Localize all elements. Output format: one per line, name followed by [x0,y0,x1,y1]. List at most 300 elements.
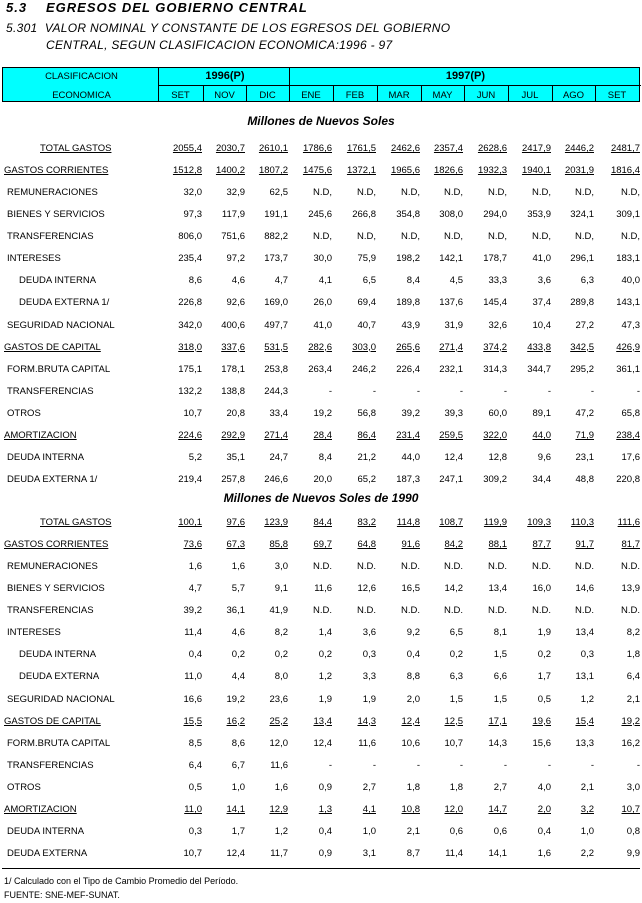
table-cell: 0,2 [318,649,332,661]
table-cell: N.D. [532,605,551,617]
table-row [0,514,642,532]
table-cell: 6,4 [626,671,640,683]
table-cell: 1,3 [318,803,332,815]
table-cell: 3,1 [362,848,376,860]
table-cell: 27,2 [575,319,594,331]
table-row [0,184,642,202]
table-row [0,801,642,819]
header-month: SET [171,90,190,101]
header-year-1996: 1996(P) [205,70,245,82]
table-cell: 2,7 [362,781,376,793]
table-cell: 8,7 [406,848,420,860]
table-cell: 220,8 [616,474,640,486]
table-cell: 1,2 [580,693,594,705]
table-row [0,206,642,224]
table-cell: 17,6 [621,451,640,463]
header-month: MAR [388,90,410,101]
table-cell: 259,5 [439,429,463,441]
row-label: TOTAL GASTOS [40,143,112,154]
header-month: NOV [214,90,235,101]
table-cell: 3,6 [537,275,551,287]
table-cell: 531,5 [264,341,288,353]
table-cell: - [503,759,507,771]
header-economica: ECONOMICA [52,90,111,101]
table-cell: 97,6 [226,517,245,528]
table-cell: 2357,4 [433,143,463,154]
table-cell: 1,8 [449,781,463,793]
table-cell: 0,8 [626,825,640,837]
table-cell: 1826,6 [433,165,463,177]
table-cell: 110,3 [570,517,594,528]
table-row [0,691,642,709]
table-cell: 26,0 [313,297,332,309]
table-cell: 84,4 [313,517,332,528]
table-cell: 14,3 [488,737,507,749]
table-cell: 20,0 [313,474,332,486]
title-number: 5.3 [6,0,28,15]
table-cell: 12,0 [444,803,463,815]
table-cell: 8,2 [626,627,640,639]
table-cell: N.D. [401,561,420,573]
row-label: AMORTIZACION [4,803,77,815]
table-cell: 89,1 [532,407,551,419]
table-cell: 23,6 [269,693,288,705]
row-label: GASTOS DE CAPITAL [4,341,101,353]
table-cell: 224,6 [178,429,202,441]
table-cell: 119,9 [483,517,507,528]
table-cell: 17,1 [488,715,507,727]
table-cell: 109,3 [527,517,551,528]
table-cell: 12,6 [357,583,376,595]
row-label: DEUDA INTERNA [7,825,85,837]
header-year-rule [158,85,641,86]
table-cell: 85,8 [269,539,288,551]
table-cell: 8,6 [231,737,245,749]
table-cell: 40,7 [357,319,376,331]
table-cell: 247,1 [439,474,463,486]
table-cell: 183,1 [616,253,640,265]
table-row [0,140,642,158]
table-cell: 23,1 [575,451,594,463]
row-label: GASTOS CORRIENTES [4,165,109,177]
header-month: SET [607,90,627,101]
table-row [0,250,642,268]
table-cell: - [459,385,463,397]
table-cell: 47,3 [621,319,640,331]
table-cell: N.D. [621,561,640,573]
table-cell: 4,5 [449,275,463,287]
title-text: EGRESOS DEL GOBIERNO CENTRAL [46,0,308,15]
table-cell: 1512,8 [172,165,202,177]
table-cell: 84,2 [444,539,463,551]
table-cell: 4,7 [188,583,202,595]
table-cell: 8,4 [406,275,420,287]
table-row [0,757,642,775]
table-cell: 114,8 [396,517,420,528]
table-cell: 9,9 [626,848,640,860]
table-cell: 14,1 [226,803,245,815]
row-label: TRANSFERENCIAS [7,605,94,617]
table-cell: 1,5 [493,693,507,705]
table-cell: 308,0 [439,209,463,221]
table-cell: 309,1 [616,209,640,221]
table-cell: 882,2 [264,231,288,243]
row-label: FORM.BRUTA CAPITAL [7,363,111,375]
table-cell: 231,4 [396,429,420,441]
table-cell: 10,8 [401,803,420,815]
row-label: AMORTIZACION [4,429,77,441]
table-cell: 39,2 [401,407,420,419]
table-cell: 191,1 [264,209,288,221]
table-cell: 1,7 [231,825,245,837]
table-cell: 178,7 [483,253,507,265]
row-label: REMUNERACIONES [7,187,98,199]
column-header-band [2,67,640,102]
table-cell: 3,3 [362,671,376,683]
header-month: JUN [476,90,496,101]
table-cell: 1,9 [362,693,376,705]
table-cell: 41,0 [532,253,551,265]
table-cell: 3,6 [362,627,376,639]
table-cell: 271,4 [264,429,288,441]
table-cell: - [328,385,332,397]
table-cell: 11,6 [358,737,376,749]
table-cell: 108,7 [439,517,463,528]
section-title-constant: Millones de Nuevos Soles de 1990 [223,491,419,505]
table-row [0,471,642,489]
table-cell: 83,2 [357,517,376,528]
table-cell: N.D. [313,561,332,573]
table-cell: 11,7 [270,848,288,860]
table-cell: - [636,385,640,397]
table-cell: 123,9 [264,517,288,528]
table-cell: 296,1 [570,253,594,265]
table-cell: N.D. [401,605,420,617]
table-cell: 35,1 [226,451,245,463]
table-row [0,823,642,841]
table-cell: - [416,759,420,771]
table-cell: 36,1 [226,605,245,617]
table-cell: 9,6 [537,451,551,463]
table-row [0,427,642,445]
table-cell: 44,0 [401,451,420,463]
table-cell: 4,6 [231,275,245,287]
row-label: DEUDA EXTERNA [7,848,88,860]
table-cell: 1,2 [318,671,332,683]
table-cell: 8,1 [493,627,507,639]
table-cell: 337,6 [221,341,245,353]
table-cell: 0,3 [580,649,594,661]
table-cell: 3,2 [580,803,594,815]
table-cell: 2,0 [406,693,420,705]
table-cell: 1,4 [318,627,332,639]
table-cell: 6,5 [449,627,463,639]
table-cell: - [636,759,640,771]
row-label: INTERESES [7,627,61,639]
table-cell: 169,0 [264,297,288,309]
table-row [0,845,642,863]
table-cell: 143,1 [616,297,640,309]
table-cell: 1807,2 [258,165,288,177]
table-cell: 31,9 [444,319,463,331]
table-cell: 0,4 [406,649,420,661]
source-note: FUENTE: SNE-MEF-SUNAT. [4,890,120,900]
table-cell: 12,8 [488,451,507,463]
table-row [0,294,642,312]
table-title [6,0,308,15]
table-cell: 4,1 [362,803,376,815]
table-cell: 0,5 [188,781,202,793]
row-label: SEGURIDAD NACIONAL [7,319,115,331]
table-cell: 265,6 [396,341,420,353]
table-cell: 16,6 [183,693,202,705]
table-cell: 0,6 [493,825,507,837]
table-cell: 43,9 [401,319,420,331]
table-cell: 187,3 [396,474,420,486]
table-cell: - [547,385,551,397]
table-cell: 71,9 [575,429,594,441]
table-row [0,580,642,598]
table-cell: 2628,6 [477,143,507,154]
table-cell: 21,2 [357,451,376,463]
table-cell: N.D. [488,605,507,617]
table-cell: 282,6 [308,341,332,353]
table-cell: 314,3 [483,363,507,375]
section-title-nominal: Millones de Nuevos Soles [247,114,395,128]
table-cell: 189,8 [396,297,420,309]
table-cell: 2,1 [626,693,640,705]
table-row [0,668,642,686]
table-cell: 1,0 [362,825,376,837]
table-cell: 2031,9 [564,165,594,177]
table-cell: 20,8 [226,407,245,419]
table-cell: 67,3 [226,539,245,551]
table-cell: 5,7 [231,583,245,595]
table-cell: 25,2 [269,715,288,727]
table-cell: 1475,6 [302,165,332,177]
table-cell: 41,0 [313,319,332,331]
table-cell: 1,6 [274,781,288,793]
table-cell: 433,8 [527,341,551,353]
table-cell: 8,0 [274,671,288,683]
table-cell: 4,1 [318,275,332,287]
table-cell: 1,0 [580,825,594,837]
table-cell: 8,6 [188,275,202,287]
table-cell: N.D, [313,231,332,243]
table-row [0,449,642,467]
table-cell: 178,1 [221,363,245,375]
table-cell: 16,2 [226,715,245,727]
table-cell: 497,7 [264,319,288,331]
table-cell: 6,7 [231,759,245,771]
table-cell: - [459,759,463,771]
header-month: AGO [562,90,585,101]
table-cell: 1,9 [318,693,332,705]
table-cell: 0,3 [188,825,202,837]
table-cell: 12,4 [226,848,245,860]
table-cell: 11,4 [445,848,463,860]
table-cell: 6,6 [493,671,507,683]
table-cell: 344,7 [527,363,551,375]
table-cell: 10,7 [183,848,202,860]
table-cell: 15,5 [183,715,202,727]
table-cell: 40,0 [621,275,640,287]
table-cell: N.D, [532,187,551,199]
table-cell: - [503,385,507,397]
table-cell: N.D. [575,561,594,573]
table-cell: 1,6 [537,848,551,860]
row-label: GASTOS CORRIENTES [4,539,109,551]
table-cell: 132,2 [178,385,202,397]
table-cell: 117,9 [221,209,245,221]
table-cell: 44,0 [532,429,551,441]
table-cell: 11,6 [270,759,288,771]
table-cell: 0,2 [537,649,551,661]
table-cell: 16,0 [532,583,551,595]
table-cell: 13,4 [575,627,594,639]
table-cell: 175,1 [178,363,202,375]
table-cell: 226,4 [396,363,420,375]
table-cell: - [547,759,551,771]
table-cell: 0,9 [318,781,332,793]
table-cell: 1,5 [449,693,463,705]
table-cell: 64,8 [357,539,376,551]
table-cell: 8,4 [318,451,332,463]
table-cell: 6,5 [362,275,376,287]
table-cell: 238,4 [616,429,640,441]
table-cell: 11,0 [184,671,202,683]
table-cell: 1965,6 [390,165,420,177]
row-label: GASTOS DE CAPITAL [4,715,101,727]
table-cell: 292,9 [221,429,245,441]
table-cell: 11,0 [184,803,202,815]
table-cell: 97,2 [226,253,245,265]
table-cell: 1,5 [493,649,507,661]
table-cell: 32,6 [488,319,507,331]
table-cell: 342,5 [570,341,594,353]
table-cell: 0,2 [231,649,245,661]
table-cell: N.D, [444,187,463,199]
table-cell: 2,7 [493,781,507,793]
table-cell: 14,2 [444,583,463,595]
table-row [0,536,642,554]
table-cell: N.D. [621,605,640,617]
table-cell: 2462,6 [390,143,420,154]
table-cell: 2,1 [580,781,594,793]
table-cell: 19,6 [532,715,551,727]
row-label: REMUNERACIONES [7,561,98,573]
table-cell: 245,6 [308,209,332,221]
table-cell: 1816,4 [610,165,640,177]
table-row [0,735,642,753]
table-cell: 15,6 [532,737,551,749]
table-cell: 142,1 [439,253,463,265]
table-cell: 12,5 [444,715,463,727]
table-cell: 65,2 [357,474,376,486]
table-row [0,713,642,731]
table-cell: 13,3 [575,737,594,749]
table-cell: 30,0 [313,253,332,265]
table-cell: N.D. [532,561,551,573]
row-label: TRANSFERENCIAS [7,385,94,397]
table-cell: 342,0 [178,319,202,331]
table-cell: 2417,9 [521,143,551,154]
table-cell: 10,7 [621,803,640,815]
table-cell: 3,0 [274,561,288,573]
header-month: ENE [301,90,321,101]
table-cell: 246,6 [264,474,288,486]
table-row [0,405,642,423]
table-cell: 354,8 [396,209,420,221]
table-cell: 2610,1 [258,143,288,154]
table-row [0,272,642,290]
table-cell: 4,6 [231,627,245,639]
table-cell: 0,9 [318,848,332,860]
table-cell: 2,1 [406,825,420,837]
table-cell: 13,4 [488,583,507,595]
table-cell: 1761,5 [346,143,376,154]
table-cell: 13,4 [313,715,332,727]
table-cell: N.D. [444,561,463,573]
row-label: OTROS [7,781,41,793]
subtitle-line2: CENTRAL, SEGUN CLASIFICACION ECONOMICA:1996 - 97 [46,38,393,52]
table-row [0,228,642,246]
table-cell: 12,4 [401,715,420,727]
row-label: DEUDA EXTERNA [19,671,100,683]
table-cell: 1,6 [188,561,202,573]
table-cell: 400,6 [221,319,245,331]
table-cell: N.D, [621,187,640,199]
table-cell: 2055,4 [172,143,202,154]
row-label: INTERESES [7,253,61,265]
table-cell: 2,0 [537,803,551,815]
table-cell: 219,4 [178,474,202,486]
table-cell: 19,2 [313,407,332,419]
footer-rule [2,868,640,869]
table-cell: 32,0 [183,187,202,199]
table-cell: 91,6 [401,539,420,551]
table-cell: 9,1 [274,583,288,595]
table-cell: 806,0 [178,231,202,243]
row-label: DEUDA INTERNA [19,649,97,661]
table-cell: 33,4 [269,407,288,419]
table-cell: 81,7 [621,539,640,551]
table-cell: 1786,6 [302,143,332,154]
table-row [0,558,642,576]
table-cell: 294,0 [483,209,507,221]
table-cell: 263,4 [308,363,332,375]
table-cell: 295,2 [570,363,594,375]
table-cell: 10,4 [532,319,551,331]
table-cell: N.D, [488,187,507,199]
table-cell: 47,2 [575,407,594,419]
table-cell: 1,2 [274,825,288,837]
table-cell: N.D, [401,231,420,243]
table-cell: 14,1 [488,848,507,860]
table-cell: 246,2 [352,363,376,375]
table-cell: 257,8 [221,474,245,486]
table-cell: - [416,385,420,397]
header-year-1997: 1997(P) [445,70,486,82]
table-cell: N.D. [357,561,376,573]
table-cell: 9,2 [406,627,420,639]
row-label: DEUDA INTERNA [19,275,97,287]
table-cell: N.D. [357,605,376,617]
table-cell: N.D, [313,187,332,199]
table-cell: 235,4 [178,253,202,265]
table-cell: 266,8 [352,209,376,221]
table-cell: N.D, [357,231,376,243]
